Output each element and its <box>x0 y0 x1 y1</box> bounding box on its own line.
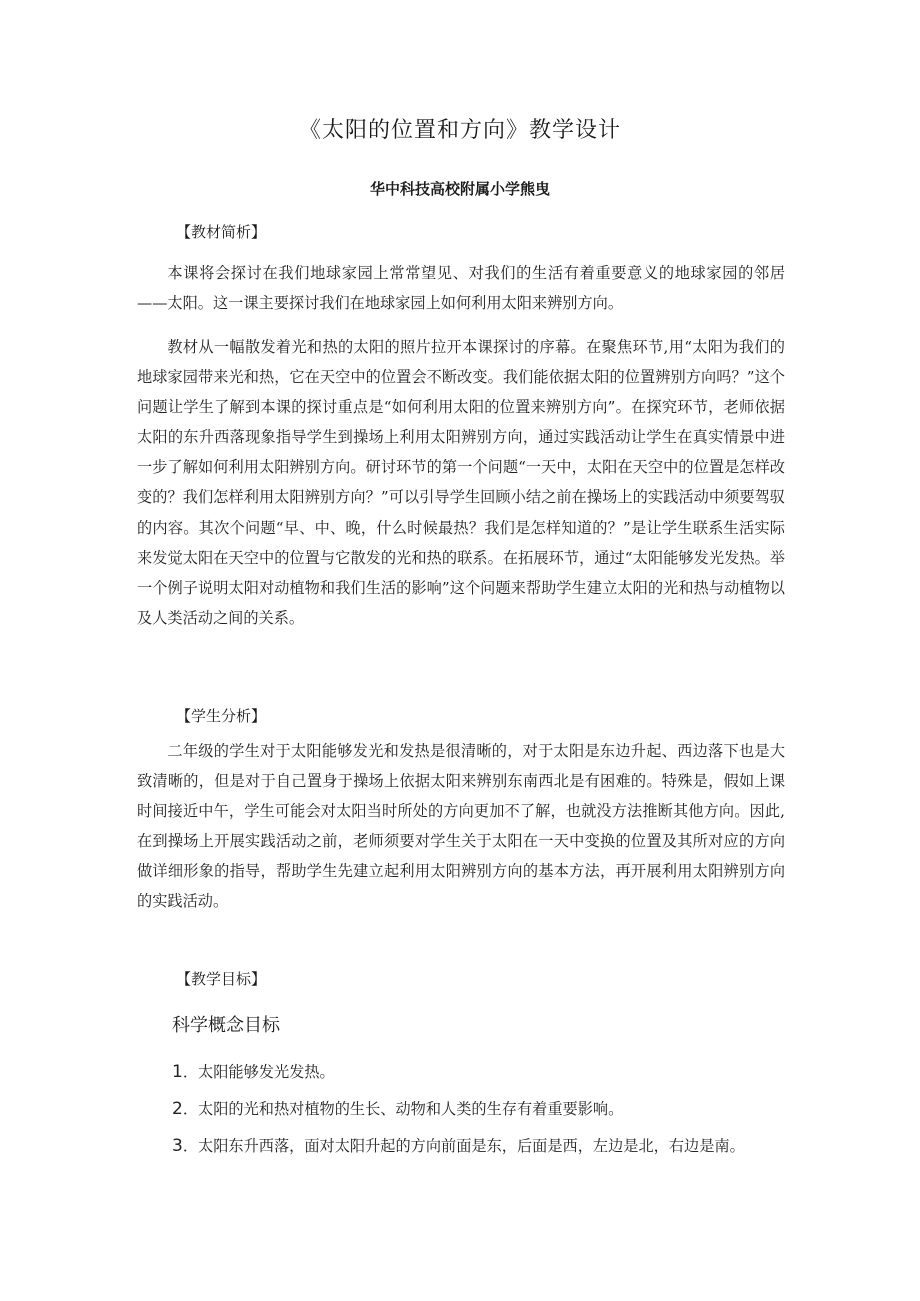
list-item-number: 3 <box>172 1136 183 1156</box>
list-item <box>172 1061 335 1082</box>
paragraph-students-1: 二年级的学生对于太阳能够发光和发热是很清晰的，对于太阳是东边升起、西边落下也是大致清晰的，但是对于自己置身于操场上依据太阳来辨别东南西北是有困难的。特殊是，假如上课时间接近中午，学生可能会对太阳当时所处的方向更加不了解，也就没方法推断其他方向。因此,在到操场上开展实践活动之前，老师须要对学生关于太阳在一天中变换的位置及其所对应的方向做详细形象的指导，帮助学生先建立起利用太阳辨别方向的基本方法，再开展利用太阳辨别方向的实践活动。 <box>137 742 785 911</box>
section-heading-goals: 【教学目标】 <box>176 970 267 988</box>
list-item-number: 2 <box>172 1099 183 1119</box>
list-item-text: ．太阳能够发光发热。 <box>182 1063 335 1081</box>
list-item <box>172 1098 623 1119</box>
list-item-text: ．太阳的光和热对植物的生长、动物和人类的生存有着重要影响。 <box>182 1100 624 1118</box>
subheading-science-concepts: 科学概念目标 <box>172 1015 280 1036</box>
paragraph-textbook-1: 本课将会探讨在我们地球家园上常常望见、对我们的生活有着重要意义的地球家园的邻居——太阳。这一课主要探讨我们在地球家园上如何利用太阳来辨别方向。 <box>137 264 785 313</box>
list-item-number: 1 <box>172 1062 183 1082</box>
list-item-text: ．太阳东升西落，面对太阳升起的方向前面是东，后面是西，左边是北，右边是南。 <box>182 1137 745 1155</box>
section-heading-textbook: 【教材简析】 <box>176 223 267 241</box>
document-author: 华中科技高校附属小学熊曳 <box>369 180 550 198</box>
document-title: 《太阳的位置和方向》教学设计 <box>298 118 621 143</box>
paragraph-textbook-2: 教材从一幅散发着光和热的太阳的照片拉开本课探讨的序幕。在聚焦环节,用“太阳为我们的地球家园带来光和热，它在天空中的位置会不断改变。我们能依据太阳的位置辨别方向吗？”这个问题让学生了解到本课的探讨重点是“如何利用太阳的位置来辨别方向”。在探究环节，老师依据太阳的东升西落现象指导学生到操场上利用太阳辨别方向，通过实践活动让学生在真实情景中进一步了解如何利用太阳辨别方向。研讨环节的第一个问题“一天中，太阳在天空中的位置是怎样改变的？我们怎样利用太阳辨别方向？”可以引导学生回顾小结之前在操场上的实践活动中须要驾驭的内容。其次个问题“早、中、晚，什么时候最热？我们是怎样知道的？”是让学生联系生活实际来发觉太阳在天空中的位置与它散发的光和热的联系。在拓展环节，通过“太阳能够发光发热。举一个例子说明太阳对动植物和我们生活的影响”这个问题来帮助学生建立太阳的光和热与动植物以及人类活动之间的关系。 <box>137 338 785 627</box>
list-item <box>172 1135 745 1156</box>
section-heading-students: 【学生分析】 <box>176 707 267 725</box>
